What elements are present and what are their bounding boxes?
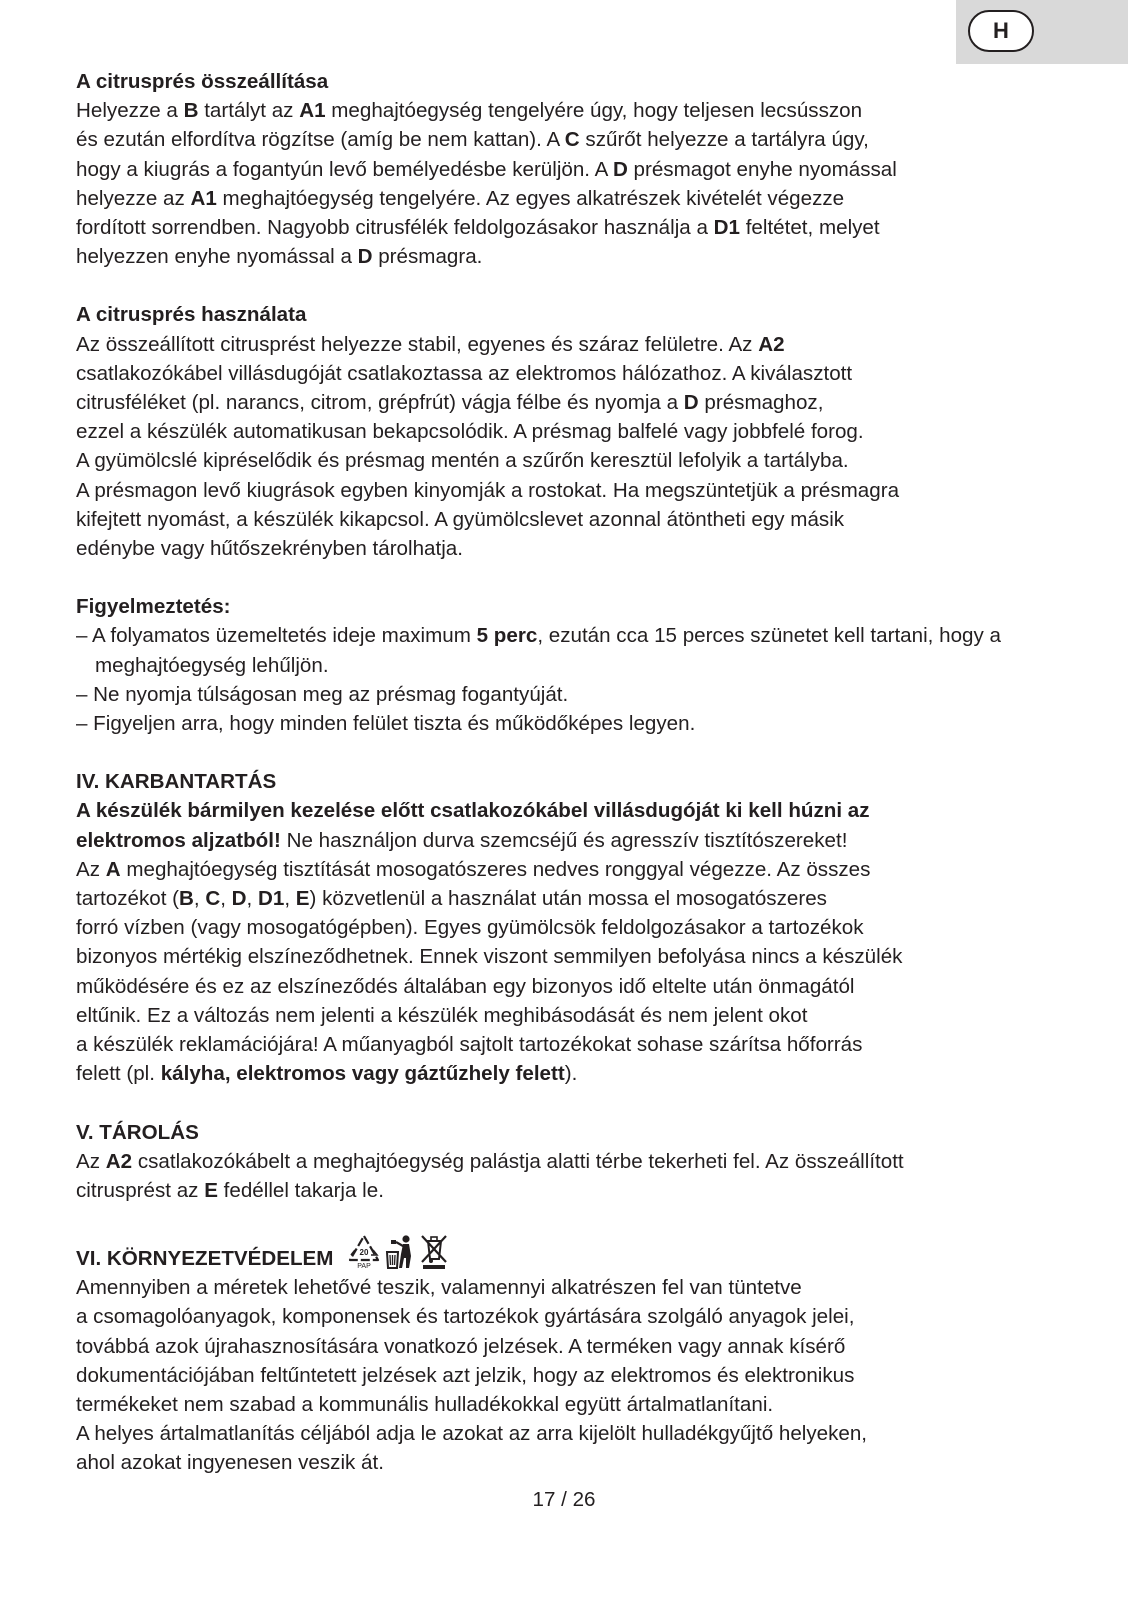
text-line xyxy=(76,505,1076,534)
bold-text: A készülék bármilyen kezelése előtt csatlakozókábel villásdugóját ki kell húzni az xyxy=(76,799,870,823)
bold-text: A2 xyxy=(105,1149,133,1173)
text-run: forró vízben (vagy mosogatógépben). Egyes gyümölcsök feldolgozásakor a tartozékok xyxy=(76,916,864,940)
text-run: eltűnik. Ez a változás nem jelenti a készülék meghibásodását és nem jelent okot xyxy=(76,1003,808,1027)
text-run: Helyezze a xyxy=(76,99,184,123)
bold-text: C xyxy=(205,887,221,911)
text-line xyxy=(76,1001,1076,1030)
section-warning xyxy=(76,592,1076,738)
page-content xyxy=(76,67,1076,1507)
text-line xyxy=(76,330,1076,359)
text-run: tartályt az xyxy=(198,99,300,123)
text-run: helyezzen enyhe nyomással a xyxy=(76,245,358,269)
text-line xyxy=(76,826,1076,855)
text-line xyxy=(76,884,1076,913)
bold-text: D1 xyxy=(713,216,740,240)
text-line xyxy=(76,388,1076,417)
text-run: helyezze az xyxy=(76,186,191,210)
page-number: 17 / 26 xyxy=(532,1488,596,1511)
text-line xyxy=(76,125,1076,154)
paper-recycling-icon xyxy=(347,1234,381,1270)
text-run: fordított sorrendben. Nagyobb citrusfélék feldolgozásakor használja a xyxy=(76,216,714,240)
text-run: továbbá azok újrahasznosítására vonatkozó jelzések. A terméken vagy annak kísérő xyxy=(76,1334,846,1358)
section-environment xyxy=(76,1234,1076,1477)
text-run: a csomagolóanyagok, komponensek és tartozékok gyártására szolgáló anyagok jelei, xyxy=(76,1305,855,1329)
text-line xyxy=(76,1059,1076,1088)
text-run: csatlakozókábelt a meghajtóegység palástja alatti térbe tekerheti fel. Az összeállított xyxy=(132,1149,904,1173)
text-run: és ezután elfordítva rögzítse (amíg be nem kattan). A xyxy=(76,128,565,152)
text-run: dokumentációjában feltűntetett jelzések azt jelzik, hogy az elektromos és elektronikus xyxy=(76,1363,855,1387)
text-line xyxy=(76,1361,1076,1390)
text-run: présmagot enyhe nyomással xyxy=(627,157,897,181)
warning-list xyxy=(76,621,1076,738)
text-line xyxy=(76,1273,1076,1302)
text-run: fedéllel takarja le. xyxy=(217,1178,384,1202)
text-line xyxy=(76,942,1076,971)
text-run: ezzel a készülék automatikusan bekapcsolódik. A présmag balfelé vagy jobbfelé forog. xyxy=(76,420,864,444)
text-run: citrusféléket (pl. narancs, citrom, grépfrút) vágja félbe és nyomja a xyxy=(76,391,684,415)
section-body xyxy=(76,96,1076,271)
bold-text: D xyxy=(357,245,373,269)
text-line xyxy=(76,213,1076,242)
text-run: meghajtóegység tengelyére. Az egyes alkatrészek kivételét végezze xyxy=(216,186,845,210)
bold-text: elektromos aljzatból! xyxy=(76,828,281,852)
text-line xyxy=(76,1147,1076,1176)
text-run: ) közvetlenül a használat után mossa el mosogatószeres xyxy=(309,887,827,911)
bold-text: 5 perc xyxy=(476,624,538,648)
text-line xyxy=(76,972,1076,1001)
text-run: , xyxy=(246,887,258,911)
environment-heading xyxy=(76,1234,1076,1273)
text-line xyxy=(76,796,1076,825)
text-run: Amennyiben a méretek lehetővé teszik, valamennyi alkatrészen fel van tüntetve xyxy=(76,1276,802,1300)
bold-text: B xyxy=(179,887,194,911)
section-assembly xyxy=(76,67,1076,271)
text-run: termékeket nem szabad a kommunális hulladékokkal együtt ártalmatlanítani. xyxy=(76,1392,774,1416)
text-line xyxy=(76,1176,1076,1205)
text-run: csatlakozókábel villásdugóját csatlakoztassa az elektromos hálózathoz. A kiválasztott xyxy=(76,361,853,385)
section-body xyxy=(76,796,1076,1088)
text-run: tartozékot ( xyxy=(76,887,180,911)
bold-text: A2 xyxy=(758,332,785,356)
text-run: présmagra. xyxy=(372,245,483,269)
section-usage xyxy=(76,300,1076,563)
text-run: – A folyamatos üzemeltetés ideje maximum xyxy=(76,624,477,648)
text-line xyxy=(76,1302,1076,1331)
bold-text: D xyxy=(231,887,247,911)
text-line xyxy=(76,96,1076,125)
warning-list-item xyxy=(76,680,1055,709)
bold-text: D1 xyxy=(258,887,285,911)
text-run: ). xyxy=(564,1062,578,1086)
text-run: felett (pl. xyxy=(76,1062,161,1086)
text-run: A helyes ártalmatlanítás céljából adja le azokat az arra kijelölt hulladékgyűjtő helyeken, xyxy=(76,1422,868,1446)
text-line xyxy=(76,1030,1076,1059)
text-run: citrusprést az xyxy=(76,1178,205,1202)
text-line xyxy=(76,1419,1076,1448)
recycle-label: PAP xyxy=(357,1263,372,1271)
bold-text: E xyxy=(204,1178,218,1202)
text-run: , ezután cca 15 perces szünetet kell tartani, hogy a meghajtóegység lehűljön. xyxy=(95,624,1001,677)
section-body xyxy=(76,1147,1076,1205)
text-run: , xyxy=(220,887,232,911)
text-run: – Figyeljen arra, hogy minden felület tiszta és működőképes legyen. xyxy=(76,712,696,736)
text-run: ahol azokat ingyenesen veszik át. xyxy=(76,1451,384,1475)
text-run: kifejtett nyomást, a készülék kikapcsol. A gyümölcslevet azonnal átöntheti egy másik xyxy=(76,507,845,531)
section-body xyxy=(76,330,1076,564)
bold-text: A1 xyxy=(190,186,217,210)
section-title: V. TÁROLÁS xyxy=(76,1120,199,1144)
text-line xyxy=(76,155,1076,184)
section-maintenance xyxy=(76,767,1076,1088)
recycle-code: 20 xyxy=(360,1248,369,1258)
text-line xyxy=(76,476,1076,505)
text-run: működésére és ez az elszíneződés általában egy bizonyos idő eltelte után önmagától xyxy=(76,974,855,998)
text-run: hogy a kiugrás a fogantyún levő bemélyedésbe kerüljön. A xyxy=(76,157,613,181)
section-title: Figyelmeztetés: xyxy=(76,595,231,619)
bold-text: C xyxy=(564,128,580,152)
text-line xyxy=(76,1448,1076,1477)
crossed-out-wheelie-bin-icon xyxy=(419,1234,449,1270)
text-run: Az összeállított citrusprést helyezze stabil, egyenes és száraz felületre. Az xyxy=(76,332,759,356)
section-title: A citrusprés használata xyxy=(76,303,307,327)
text-line xyxy=(76,1390,1076,1419)
section-title: IV. KARBANTARTÁS xyxy=(76,770,277,794)
section-title: VI. KÖRNYEZETVÉDELEM xyxy=(76,1246,334,1270)
text-run: feltétet, melyet xyxy=(739,216,880,240)
text-line xyxy=(76,1332,1076,1361)
text-line xyxy=(76,184,1076,213)
bold-text: B xyxy=(183,99,199,123)
bold-text: E xyxy=(295,887,310,911)
text-run: edénybe vagy hűtőszekrényben tárolhatja. xyxy=(76,537,463,561)
text-run: meghajtóegység tisztítását mosogatószeres nedves ronggyal végezze. Az összes xyxy=(120,857,871,881)
text-line xyxy=(76,242,1076,271)
text-line xyxy=(76,417,1076,446)
text-run: szűrőt helyezze a tartályra úgy, xyxy=(579,128,869,152)
warning-list-item xyxy=(76,709,1055,738)
text-run: Az xyxy=(76,857,106,881)
text-run: A gyümölcslé kipréselődik és présmag mentén a szűrőn keresztül lefolyik a tartályba. xyxy=(76,449,849,473)
text-line xyxy=(76,446,1076,475)
text-line xyxy=(76,913,1076,942)
language-tab xyxy=(956,0,1128,64)
text-run: , xyxy=(284,887,296,911)
language-badge: H xyxy=(968,10,1034,52)
bold-text: D xyxy=(683,391,699,415)
environment-icons xyxy=(347,1234,449,1270)
text-run: présmaghoz, xyxy=(698,391,824,415)
bold-text: D xyxy=(612,157,628,181)
bold-text: A1 xyxy=(299,99,326,123)
text-run: bizonyos mértékig elszíneződhetnek. Ennek viszont semmilyen befolyása nincs a készülék xyxy=(76,945,903,969)
text-run: – Ne nyomja túlságosan meg az présmag fogantyúját. xyxy=(76,682,569,706)
text-run: , xyxy=(193,887,206,911)
text-line xyxy=(76,534,1076,563)
text-run: Ne használjon durva szemcséjű és agresszív tisztítószereket! xyxy=(280,828,848,852)
tidyman-bin-icon xyxy=(385,1234,415,1270)
section-storage xyxy=(76,1118,1076,1206)
section-title: A citrusprés összeállítása xyxy=(76,70,329,93)
section-body xyxy=(76,1273,1076,1477)
text-run: Az xyxy=(76,1149,106,1173)
text-run: A présmagon levő kiugrások egyben kinyomják a rostokat. Ha megszüntetjük a présmagra xyxy=(76,478,900,502)
bold-text: A xyxy=(105,857,121,881)
text-run: meghajtóegység tengelyére úgy, hogy teljesen lecsússzon xyxy=(325,99,863,123)
text-line xyxy=(76,359,1076,388)
text-line xyxy=(76,855,1076,884)
warning-list-item xyxy=(76,621,1055,679)
bold-text: kályha, elektromos vagy gáztűzhely felett xyxy=(160,1062,565,1086)
text-run: a készülék reklamációjára! A műanyagból sajtolt tartozékokat sohase szárítsa hőforrás xyxy=(76,1033,863,1057)
